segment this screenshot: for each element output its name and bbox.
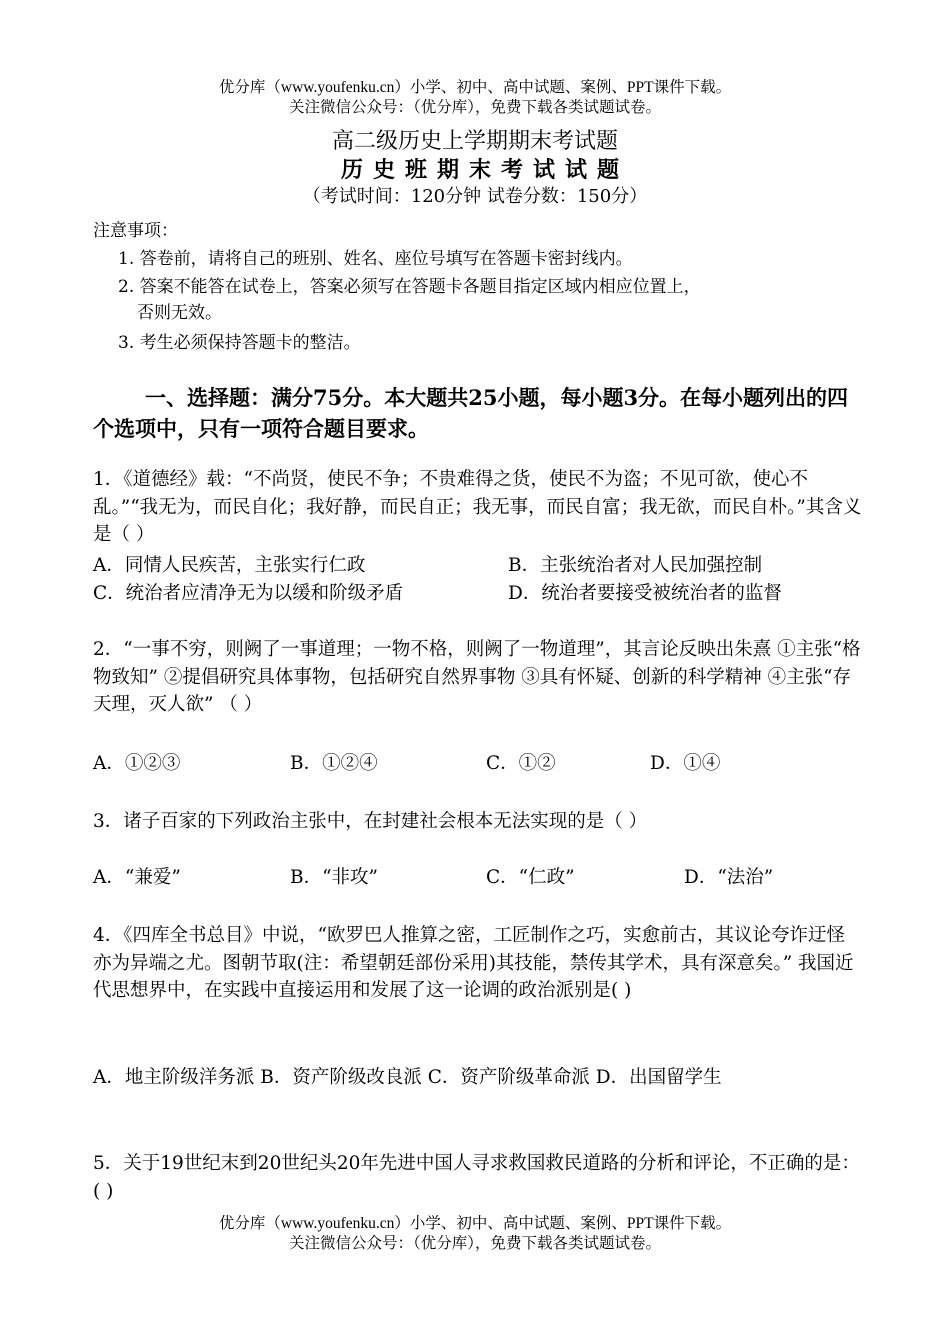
question-1-option-b: B．主张统治者对人民加强控制 [508,555,763,576]
question-3-option-c: C．“仁政” [486,867,575,888]
notice-item-2: 2. 答案不能答在试卷上，答案必须写在答题卡各题目指定区域内相应位置上， [118,277,701,297]
banner-line-1: 优分库（www.youfenku.cn）小学、初中、高中试题、案例、PPT课件下载。 [218,79,732,96]
notice-item-1: 1. 答卷前，请将自己的班别、姓名、座位号填写在答题卡密封线内。 [118,249,633,269]
question-1-option-c: C．统治者应清净无为以缓和阶级矛盾 [93,583,404,604]
notice-heading: 注意事项： [93,221,178,241]
footer-banner [0,1214,950,1254]
question-3-option-d: D．“法治” [684,867,774,888]
question-3-option-a: A．“兼爱” [93,867,181,888]
notice-item-2-continued: 否则无效。 [137,303,222,323]
question-5-stem: 5．关于19世纪末到20世纪头20年先进中国人寻求救国救民道路的分析和评论，不正确的是：( ) [93,1153,860,1202]
section-heading: 一、选择题：满分75分。本大题共25小题，每小题3分。在每小题列出的四个选项中，只有一项符合题目要求。 [93,385,849,441]
question-2-stem: 2．“一事不穷，则阙了一事道理；一物不格，则阙了一物道理”，其言论反映出朱熹 ①主张“格物致知” ②提倡研究具体事物，包括研究自然界事物 ③具有怀疑、创新的科学精神 ④主张“存天理，灭人欲” （ ） [93,639,861,715]
question-4-options: A．地主阶级洋务派 B．资产阶级改良派 C．资产阶级革命派 D．出国留学生 [93,1067,722,1088]
question-1-stem: 1．《道德经》载：“不尚贤，使民不争；不贵难得之货，使民不为盗；不见可欲，使心不乱。”“我无为，而民自化；我好静，而民自正；我无事，而民自富；我无欲，而民自朴。”其含义是（ ） [93,469,862,545]
question-2-option-c: C．①② [486,753,556,774]
notice-item-3: 3. 考生必须保持答题卡的整洁。 [118,333,361,353]
question-1-option-d: D．统治者要接受被统治者的监督 [508,583,782,604]
banner-line-2: 关注微信公众号：（优分库），免费下载各类试题试卷。 [288,99,661,116]
footer-line-1: 优分库（www.youfenku.cn）小学、初中、高中试题、案例、PPT课件下载。 [218,1215,732,1232]
footer-line-2: 关注微信公众号：（优分库），免费下载各类试题试卷。 [288,1235,661,1252]
header-banner [0,78,950,118]
question-1-option-a: A．同情人民疾苦，主张实行仁政 [93,555,366,576]
exam-subtitle: 历史班期末考试试题 [340,157,629,183]
exam-title: 高二级历史上学期期末考试题 [331,129,618,154]
question-3-option-b: B．“非攻” [290,867,379,888]
question-3-stem: 3．诸子百家的下列政治主张中，在封建社会根本无法实现的是（ ） [93,811,648,832]
question-2-option-a: A．①②③ [93,753,181,774]
question-2-option-d: D．①④ [650,753,721,774]
question-2-option-b: B．①②④ [290,753,378,774]
question-4-stem: 4．《四库全书总目》中说，“欧罗巴人推算之密，工匠制作之巧，实愈前古，其议论夸诈迂怪亦为异端之尤。图朝节取(注：希望朝廷部份采用)其技能，禁传其学术，具有深意矣。” 我国近代思想界中，在实践中直接运用和发展了这一论调的政治派别是( ) [93,925,854,1001]
exam-info: （考试时间：120分钟 试卷分数：150分） [302,186,648,207]
